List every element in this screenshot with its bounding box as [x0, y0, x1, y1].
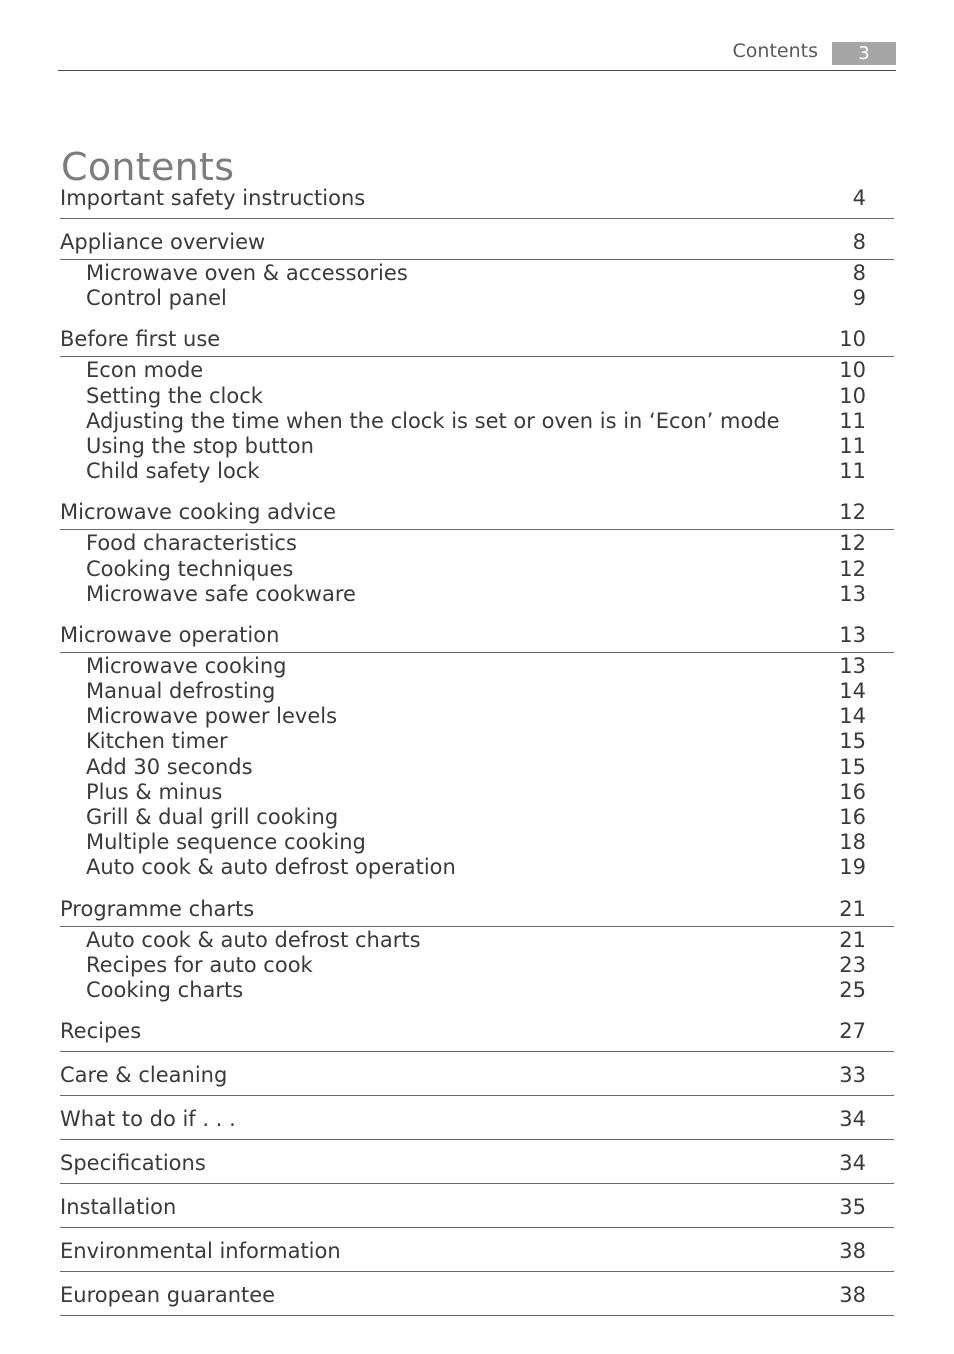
toc-section-row[interactable]: [60, 226, 894, 260]
toc-subsection-title: Auto cook & auto defrost operation: [86, 855, 456, 880]
toc-subsection-title: Plus & minus: [86, 779, 223, 804]
toc-subsection-title: Cooking charts: [86, 977, 244, 1002]
toc-subsection-row[interactable]: [60, 830, 894, 855]
toc-subsection-page: 12: [839, 556, 866, 581]
toc-section-page: 38: [839, 1283, 866, 1308]
toc-subsection-title: Microwave safe cookware: [86, 581, 356, 606]
toc-subsection-title: Microwave power levels: [86, 704, 338, 729]
toc-section-page: 33: [839, 1063, 866, 1088]
toc-subsection-title: Cooking techniques: [86, 556, 294, 581]
toc-section-page: 38: [839, 1239, 866, 1264]
toc-subsection-page: 12: [839, 531, 866, 556]
toc-section-row[interactable]: [60, 182, 894, 219]
toc-subsection-page: 16: [839, 805, 866, 829]
toc-subsection-page: 11: [839, 408, 866, 433]
toc-subsection-row[interactable]: [60, 384, 894, 409]
toc-subsection-title: Using the stop button: [86, 433, 314, 458]
toc-section-title: Microwave operation: [60, 622, 280, 647]
toc-section-row[interactable]: [60, 893, 894, 927]
toc-subsection-list: [60, 260, 894, 311]
toc-section-page: 10: [839, 327, 866, 352]
toc-subsection-page: 11: [839, 459, 866, 484]
toc-section-row[interactable]: [60, 1059, 894, 1096]
toc-subsection-title: Econ mode: [86, 358, 204, 383]
toc-subsection-page: 15: [839, 754, 866, 779]
toc-subsection-page: 9: [852, 286, 866, 311]
toc-section-title: Before first use: [60, 327, 221, 352]
toc-section-title: Installation: [60, 1195, 177, 1220]
toc-section-page: 27: [839, 1019, 866, 1044]
toc-subsection-page: 14: [839, 704, 866, 729]
toc-section-row[interactable]: [60, 1191, 894, 1228]
toc-subsection-row[interactable]: [60, 780, 894, 805]
toc-subsection-page: 13: [839, 653, 866, 678]
toc-subsection-title: Manual defrosting: [86, 679, 276, 704]
toc-subsection-row[interactable]: [60, 409, 894, 434]
toc-subsection-title: Kitchen timer: [86, 729, 228, 754]
toc-section-title: Recipes: [60, 1019, 142, 1044]
toc-subsection-list: [60, 357, 894, 484]
toc-subsection-row[interactable]: [60, 459, 894, 484]
page-number-badge: 3: [832, 42, 896, 65]
toc-subsection-page: 10: [839, 383, 866, 408]
toc-section-row[interactable]: [60, 1015, 894, 1052]
toc-section-row[interactable]: [60, 1147, 894, 1184]
toc-section-title: European guarantee: [60, 1283, 276, 1308]
toc-subsection-title: Adjusting the time when the clock is set or oven is in ‘Econ’ mode: [86, 408, 780, 433]
toc-section-title: Environmental information: [60, 1239, 341, 1264]
toc-subsection-list: [60, 653, 894, 881]
toc-section-row[interactable]: [60, 496, 894, 530]
toc-subsection-title: Food characteristics: [86, 531, 297, 556]
toc-section-page: 13: [839, 622, 866, 647]
toc-section-row[interactable]: [60, 619, 894, 653]
toc-subsection-title: Setting the clock: [86, 383, 263, 408]
toc-subsection-page: 13: [839, 581, 866, 606]
toc-section-page: 4: [852, 186, 866, 210]
toc-section-page: 21: [839, 896, 866, 921]
toc-subsection-row[interactable]: [60, 286, 894, 311]
toc-subsection-row[interactable]: [60, 855, 894, 880]
toc-section-page: 12: [839, 500, 866, 525]
toc-section-row[interactable]: [60, 323, 894, 357]
toc-subsection-row[interactable]: [60, 434, 894, 459]
toc-subsection-title: Grill & dual grill cooking: [86, 805, 339, 829]
page-title: Contents: [61, 145, 235, 190]
toc-subsection-title: Recipes for auto cook: [86, 952, 313, 977]
toc-subsection-title: Auto cook & auto defrost charts: [86, 927, 421, 952]
running-header: [58, 38, 896, 71]
toc-subsection-title: Multiple sequence cooking: [86, 830, 366, 855]
toc-section-title: Microwave cooking advice: [60, 500, 337, 525]
toc-subsection-page: 8: [852, 261, 866, 285]
toc-section-title: Specifications: [60, 1151, 206, 1176]
toc-subsection-row[interactable]: [60, 755, 894, 780]
toc-subsection-row[interactable]: [60, 704, 894, 729]
toc-subsection-row[interactable]: [60, 358, 894, 383]
toc-subsection-title: Child safety lock: [86, 459, 260, 484]
toc-subsection-page: 14: [839, 679, 866, 704]
toc-subsection-row[interactable]: [60, 978, 894, 1003]
toc-subsection-page: 19: [839, 855, 866, 880]
toc-subsection-list: [60, 927, 894, 1004]
toc-subsection-page: 23: [839, 952, 866, 977]
toc-subsection-row[interactable]: [60, 729, 894, 754]
toc-subsection-list: [60, 530, 894, 607]
toc-section-page: 34: [839, 1151, 866, 1176]
toc-subsection-page: 21: [839, 927, 866, 952]
toc-subsection-row[interactable]: [60, 557, 894, 582]
toc-subsection-row[interactable]: [60, 654, 894, 679]
toc-subsection-row[interactable]: [60, 531, 894, 556]
toc-subsection-row[interactable]: [60, 261, 894, 286]
toc-subsection-page: 18: [839, 830, 866, 855]
toc-subsection-title: Microwave cooking: [86, 653, 287, 678]
toc-section-title: Programme charts: [60, 896, 255, 921]
toc-subsection-page: 25: [839, 977, 866, 1002]
toc-section-page: 35: [839, 1195, 866, 1220]
toc-subsection-page: 10: [839, 358, 866, 383]
toc-subsection-row[interactable]: [60, 928, 894, 953]
toc-section-title: What to do if . . .: [60, 1107, 236, 1132]
table-of-contents: [60, 182, 894, 1323]
toc-subsection-title: Control panel: [86, 286, 227, 311]
toc-section-row[interactable]: [60, 1235, 894, 1272]
toc-subsection-page: 16: [839, 779, 866, 804]
toc-subsection-row[interactable]: [60, 582, 894, 607]
toc-section-row[interactable]: [60, 1279, 894, 1316]
toc-section-page: 34: [839, 1107, 866, 1132]
toc-subsection-title: Add 30 seconds: [86, 754, 253, 779]
toc-section-page: 8: [852, 230, 866, 254]
toc-subsection-title: Microwave oven & accessories: [86, 261, 408, 285]
toc-section-title: Important safety instructions: [60, 186, 366, 210]
toc-subsection-row[interactable]: [60, 805, 894, 830]
toc-subsection-row[interactable]: [60, 953, 894, 978]
toc-section-title: Appliance overview: [60, 230, 266, 254]
running-title: Contents: [732, 40, 818, 62]
toc-subsection-page: 11: [839, 433, 866, 458]
toc-subsection-page: 15: [839, 729, 866, 754]
toc-subsection-row[interactable]: [60, 679, 894, 704]
toc-section-title: Care & cleaning: [60, 1063, 228, 1088]
toc-section-row[interactable]: [60, 1103, 894, 1140]
